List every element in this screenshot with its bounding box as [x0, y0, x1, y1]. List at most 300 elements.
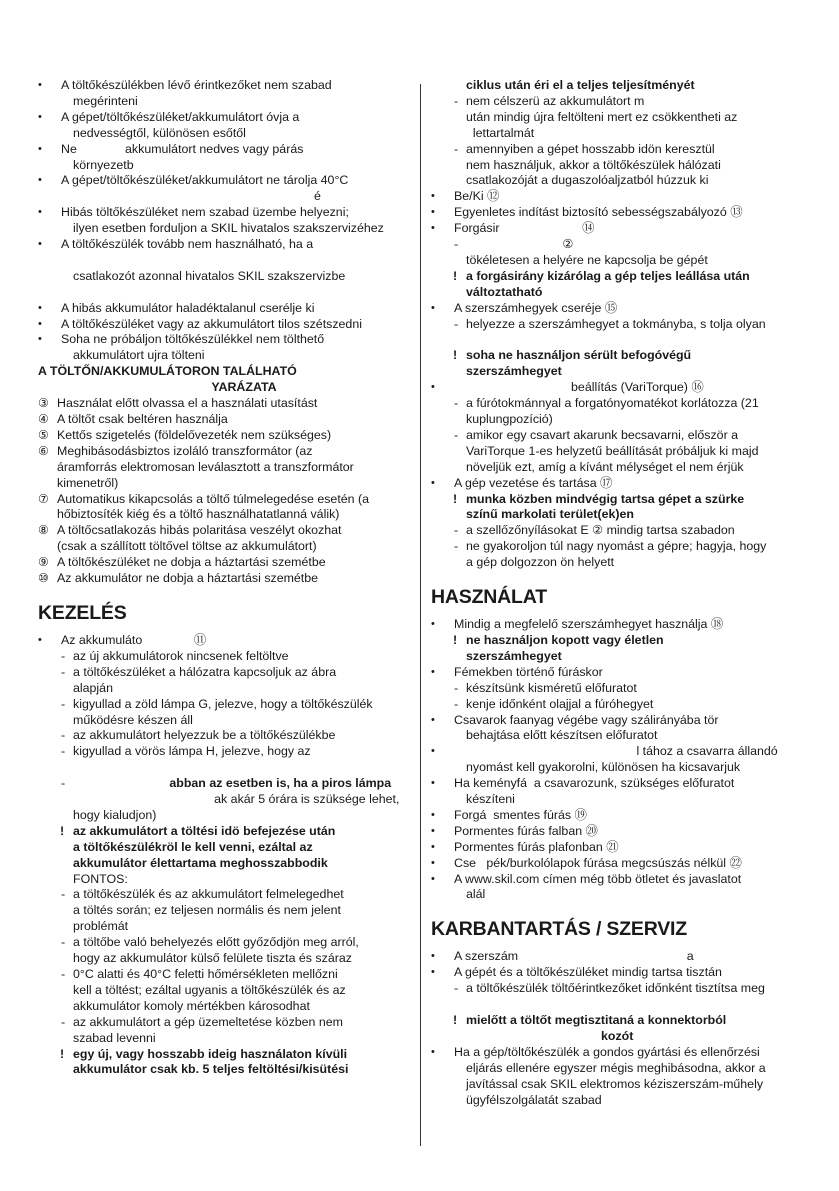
line-text: után mindig újra feltölteni mert ez csökkentheti az: [466, 109, 738, 124]
symbol-item: [38, 412, 410, 428]
list-marker: •: [431, 190, 435, 203]
text-line: [431, 649, 811, 665]
bullet-item: [431, 205, 811, 221]
text-line: [431, 158, 811, 174]
symbol-item: [38, 396, 410, 412]
bullet-item: [431, 665, 811, 681]
dash-item: [38, 887, 410, 903]
bullet-item: [431, 965, 811, 981]
line-text: A gépet/töltőkészüléket/akkumulátort ne tárolja 40°C: [61, 173, 349, 188]
symbol-number: ⑥: [38, 443, 49, 458]
line-text: beállítás (VariTorque) ⑯: [454, 380, 704, 395]
list-marker: -: [61, 1014, 66, 1029]
text-line: [38, 919, 410, 935]
warning-item: [431, 492, 811, 508]
line-text: VariTorque 1-es helyzetű beállítását próbáljuk ki majd: [466, 443, 759, 458]
text-line: [38, 792, 410, 808]
symbol-number: ⑤: [38, 427, 49, 442]
bullet-item: [38, 142, 410, 158]
line-text: Pormentes fúrás falban ⑳: [454, 823, 598, 838]
dash-item: [431, 142, 811, 158]
list-marker: -: [61, 776, 66, 791]
text-line: [431, 285, 811, 301]
line-text: soha ne használjon sérült befogóvégű: [466, 348, 692, 363]
list-marker: •: [38, 317, 42, 330]
text-line: [431, 728, 811, 744]
text-line: [431, 1077, 811, 1093]
list-marker: •: [38, 238, 42, 251]
line-text: javítással csak SKIL elektromos kéziszerszám-műhely: [466, 1076, 764, 1091]
symbol-item: [38, 492, 410, 508]
dash-item: [431, 681, 811, 697]
line-text: szerszámhegyet: [466, 648, 562, 663]
text-line: [38, 94, 410, 110]
list-marker: •: [431, 745, 435, 758]
line-text: amikor egy csavart akarunk becsavarni, először a: [466, 427, 739, 442]
line-text: Kettős szigetelés (földelővezeték nem szükséges): [57, 427, 332, 442]
line-text: abban az esetben is, ha a piros lámpa: [169, 776, 392, 791]
line-text: Automatikus kikapcsolás a töltő túlmelegedése esetén (a: [57, 491, 370, 506]
line-text: A hibás akkumulátor haladéktalanul cserélje ki: [61, 300, 315, 315]
text-line: [38, 189, 410, 205]
dash-item: [431, 428, 811, 444]
list-marker: •: [431, 966, 435, 979]
blank-line: [431, 997, 811, 1013]
text-line: [431, 253, 811, 269]
text-line: [38, 539, 410, 555]
line-text: ne használjon kopott vagy életlen: [466, 632, 664, 647]
text-line: [431, 507, 811, 523]
list-marker: -: [454, 981, 459, 996]
bullet-item: [431, 872, 811, 888]
text-line: [38, 1062, 410, 1078]
list-marker: •: [431, 856, 435, 869]
bullet-item: [431, 840, 811, 856]
text-line: [38, 476, 410, 492]
dash-item: [38, 1015, 410, 1031]
line-text: A gépét és a töltőkészüléket mindig tartsa tisztán: [454, 965, 722, 980]
warning-item: [38, 824, 410, 840]
line-text: lettartalmát: [466, 125, 535, 140]
line-text: A töltőkészüléket vagy az akkumulátort tilos szétszedni: [61, 316, 362, 331]
symbol-item: [38, 571, 410, 587]
bullet-item: [431, 189, 811, 205]
symbol-item: [38, 428, 410, 444]
line-text: problémát: [73, 919, 129, 934]
symbol-number: ⑦: [38, 491, 49, 506]
list-marker: •: [38, 79, 42, 91]
text-line: [38, 158, 410, 174]
text-line: [38, 348, 410, 364]
list-marker: •: [38, 333, 42, 346]
list-marker: -: [61, 664, 66, 679]
line-text: helyezze a szerszámhegyet a tokmányba, s tolja olyan: [466, 316, 766, 331]
line-text: ak akár 5 órára is szüksége lehet,: [73, 792, 400, 807]
list-marker: •: [431, 824, 435, 837]
line-text: A töltőcsatlakozás hibás polaritása veszélyt okozhat: [57, 523, 342, 538]
bullet-item: [38, 301, 410, 317]
line-text: A szerszámhegyek cseréje ⑮: [454, 300, 618, 315]
section-heading: [431, 903, 811, 949]
warning-item: [431, 348, 811, 364]
list-marker: •: [38, 633, 42, 646]
column-divider: [420, 84, 421, 1146]
line-text: A TÖLTŐN/AKKUMULÁTORON TALÁLHATÓ: [38, 364, 297, 379]
list-marker: !: [453, 268, 458, 283]
text-line: [431, 412, 811, 428]
list-marker: •: [431, 713, 435, 726]
list-marker: •: [431, 840, 435, 853]
line-text: Meghibásodásbiztos izoláló transzformátor (az: [57, 443, 313, 458]
line-text: Cse pék/burkolólapok fúrása megcsúszás nélkül ㉒: [454, 855, 742, 870]
text-line: [431, 364, 811, 380]
line-text: YARÁZATA: [211, 380, 277, 395]
text-line: [431, 110, 811, 126]
line-text: működésre készen áll: [73, 712, 193, 727]
line-text: Az akkumulátor ne dobja a háztartási szemétbe: [57, 571, 319, 586]
symbols-heading: [38, 364, 410, 380]
line-text: ilyen esetben forduljon a SKIL hivatalos szakszervizéhez: [73, 221, 384, 236]
bullet-item: [431, 617, 811, 633]
bullet-item: [431, 380, 811, 396]
line-text: é: [73, 189, 321, 204]
text-line: [38, 776, 410, 792]
text-line: [38, 126, 410, 142]
bullet-item: [431, 713, 811, 729]
symbols-heading: [38, 380, 410, 396]
line-text: csatlakozót azonnal hivatalos SKIL szakszervizbe: [73, 268, 346, 283]
line-text: A szerszám a: [454, 949, 694, 964]
line-text: hogy kialudjon): [73, 807, 157, 822]
list-marker: -: [454, 316, 459, 331]
bullet-item: [431, 221, 811, 237]
dash-item: [431, 697, 811, 713]
symbol-number: ④: [38, 412, 49, 426]
dash-item: [38, 744, 410, 760]
line-text: A gép vezetése és tartása ⑰: [454, 475, 613, 490]
line-text: l tához a csavarra állandó: [454, 744, 778, 759]
bullet-item: [431, 776, 811, 792]
line-text: HASZNÁLAT: [431, 586, 547, 609]
line-text: (csak a szállított töltővel töltse az akkumulátort): [57, 539, 317, 554]
line-text: KARBANTARTÁS / SZERVIZ: [431, 918, 687, 941]
symbol-item: [38, 555, 410, 571]
text-line: [38, 951, 410, 967]
line-text: Soha ne próbáljon töltőkészülékkel nem tölthető: [61, 332, 325, 347]
text-line: [431, 1093, 811, 1109]
line-text: Használat előtt olvassa el a használati utasítást: [57, 396, 318, 411]
line-text: alál: [466, 887, 486, 902]
line-text: akkumulátor csak kb. 5 teljes feltöltési/kisütési: [73, 1062, 349, 1077]
symbol-item: [38, 444, 410, 460]
list-marker: •: [431, 665, 435, 678]
line-text: a töltőkészülékröl le kell venni, ezáltal az: [73, 839, 313, 854]
line-text: Forgásir ⑭: [454, 221, 595, 236]
list-marker: •: [431, 872, 435, 885]
dash-item: [431, 237, 811, 253]
list-marker: -: [61, 648, 66, 663]
line-text: Hibás töltőkészüléket nem szabad üzembe helyezni;: [61, 205, 349, 220]
list-marker: •: [431, 381, 435, 394]
line-text: az akkumulátort helyezzuk be a töltőkészülékbe: [73, 728, 336, 743]
bullet-item: [431, 301, 811, 317]
dash-item: [38, 697, 410, 713]
bullet-item: [38, 110, 410, 126]
list-marker: -: [454, 539, 459, 554]
line-text: akkumulátort ujra tölteni: [73, 348, 205, 363]
bullet-item: [431, 476, 811, 492]
bullet-item: [431, 808, 811, 824]
line-text: változtatható: [466, 284, 543, 299]
dash-item: [38, 728, 410, 744]
line-text: a töltőkészülék töltőérintkezőket időnként tisztítsa meg: [466, 981, 765, 996]
line-text: készítsünk kisméretű előfuratot: [466, 680, 637, 695]
line-text: A töltőkészülék tovább nem használható, ha a: [61, 237, 314, 252]
line-text: munka közben mindvégig tartsa gépet a szürke: [466, 491, 745, 506]
text-line: [38, 856, 410, 872]
line-text: KEZELÉS: [38, 601, 127, 624]
blank-line: [38, 285, 410, 301]
text-line: [38, 840, 410, 856]
list-marker: -: [61, 728, 66, 743]
list-marker: !: [453, 491, 458, 506]
bullet-item: [38, 332, 410, 348]
line-text: kuplungpozíció): [466, 412, 553, 427]
list-marker: •: [431, 301, 435, 314]
list-marker: -: [61, 966, 66, 981]
list-marker: •: [431, 777, 435, 790]
line-text: alapján: [73, 680, 113, 695]
line-text: akkumulátor élettartama meghosszabbodik: [73, 855, 328, 870]
line-text: amennyiben a gépet hosszabb idön keresztül: [466, 141, 715, 156]
line-text: A töltőkészüléket ne dobja a háztartási szemétbe: [57, 555, 326, 570]
text-line: [38, 1031, 410, 1047]
line-text: megérinteni: [73, 93, 138, 108]
text-line: [431, 78, 811, 94]
list-marker: •: [38, 206, 42, 219]
text-line: [38, 999, 410, 1015]
list-marker: •: [38, 142, 42, 155]
list-marker: -: [454, 523, 459, 538]
symbol-number: ③: [38, 396, 49, 411]
line-text: színű markolati terület(ek)en: [466, 507, 635, 522]
line-text: Ha a gép/töltőkészülék a gondos gyártási és ellenőrzési: [454, 1044, 760, 1059]
dash-item: [38, 935, 410, 951]
text-line: [431, 126, 811, 142]
text-line: [431, 1029, 811, 1045]
line-text: nem célszerü az akkumulátort m: [466, 93, 645, 108]
symbol-number: ⑩: [38, 571, 49, 586]
list-marker: !: [60, 823, 65, 838]
text-line: [431, 887, 811, 903]
symbol-number: ⑧: [38, 523, 49, 538]
line-text: A www.skil.com címen még több ötletet és javaslatot: [454, 871, 742, 886]
list-marker: •: [431, 950, 435, 963]
line-text: a gép dolgozzon ön helyett: [466, 555, 615, 570]
dash-item: [431, 317, 811, 333]
list-marker: -: [454, 696, 459, 711]
line-text: a töltőkészüléket a hálózatra kapcsoljuk az ábra: [73, 664, 337, 679]
text-line: [38, 808, 410, 824]
line-text: nyomást kell gyakorolni, különösen ha kicsavarjuk: [466, 760, 741, 775]
list-marker: !: [453, 348, 458, 363]
bullet-item: [38, 317, 410, 333]
line-text: A gépet/töltőkészüléket/akkumulátort óvja a: [61, 109, 300, 124]
line-text: behajtása előtt készítsen előfuratot: [466, 728, 658, 743]
line-text: Forgá smentes fúrás ⑲: [454, 807, 587, 822]
line-text: a töltőkészülék és az akkumulátort felmelegedhet: [73, 887, 344, 902]
dash-item: [38, 967, 410, 983]
line-text: ügyfélszolgálatát szabad: [466, 1092, 602, 1107]
line-text: Ha keményfá a csavarozunk, szükséges előfuratot: [454, 776, 735, 791]
text-line: [38, 713, 410, 729]
dash-item: [431, 981, 811, 997]
bullet-item: [38, 237, 410, 253]
symbol-number: ⑨: [38, 555, 49, 570]
line-text: szabad levenni: [73, 1030, 156, 1045]
line-text: nem használjuk, akkor a töltőkészülek hálózati: [466, 157, 721, 172]
line-text: Ne akkumulátort nedves vagy párás: [61, 141, 304, 156]
text-line: [38, 269, 410, 285]
line-text: a fúrótokmánnyal a forgatónyomatékot korlátozza (21: [466, 396, 759, 411]
warning-item: [431, 269, 811, 285]
line-text: az akkumulátort a gép üzemeltetése közben nem: [73, 1014, 343, 1029]
line-text: Pormentes fúrás plafonban ㉑: [454, 839, 619, 854]
line-text: eljárás ellenére egyszer mégis meghibásodna, akkor a: [466, 1060, 766, 1075]
text-line: [38, 507, 410, 523]
list-marker: -: [454, 427, 459, 442]
line-text: kell a töltést; ezáltal ugyanis a töltőkészülék és az: [73, 982, 346, 997]
line-text: A töltőt csak beltéren használja: [57, 412, 228, 426]
list-marker: -: [454, 396, 459, 411]
text-line: [38, 983, 410, 999]
bullet-item: [38, 633, 410, 649]
list-marker: -: [61, 887, 66, 902]
line-text: nedvességtől, különösen esőtől: [73, 125, 246, 140]
line-text: Fémekben történő fúráskor: [454, 664, 603, 679]
list-marker: •: [431, 1045, 435, 1058]
line-text: hogy az akkumulátor külső felülete tiszta és száraz: [73, 951, 352, 966]
list-marker: -: [61, 935, 66, 950]
list-marker: -: [61, 744, 66, 759]
line-text: Az akkumuláto ⑪: [61, 632, 207, 647]
text-line: [431, 555, 811, 571]
line-text: akkumulátor komoly mértékben károsodhat: [73, 998, 310, 1013]
bullet-item: [38, 205, 410, 221]
text-line: [431, 444, 811, 460]
dash-item: [38, 649, 410, 665]
text-line: [38, 460, 410, 476]
line-text: mielőtt a töltőt megtisztitaná a konnektorból: [466, 1013, 727, 1027]
list-marker: •: [431, 618, 435, 631]
line-text: A töltőkészülékben lévő érintkezőket nem szabad: [61, 78, 332, 92]
warning-item: [38, 1047, 410, 1063]
line-text: kenje időnként olajjal a fúróhegyet: [466, 696, 654, 711]
text-line: [38, 221, 410, 237]
list-marker: •: [38, 110, 42, 123]
line-text: kozót: [601, 1028, 634, 1043]
bullet-item: [431, 824, 811, 840]
text-line: [38, 903, 410, 919]
list-marker: -: [454, 680, 459, 695]
line-text: Csavarok faanyag végébe vagy szálirányába tör: [454, 712, 719, 727]
list-marker: •: [431, 476, 435, 489]
blank-line: [431, 333, 811, 349]
line-text: ②: [466, 237, 574, 252]
line-text: csatlakozóját a dugaszolóaljzatból húzzuk ki: [466, 173, 709, 188]
line-text: Mindig a megfelelő szerszámhegyet használja ⑱: [454, 617, 724, 632]
line-text: Egyenletes indítást biztosító sebességszabályozó ⑬: [454, 205, 743, 220]
dash-item: [431, 539, 811, 555]
line-text: egy új, vagy hosszabb ideig használaton kívüli: [73, 1046, 348, 1061]
section-heading: [38, 587, 410, 633]
dash-item: [431, 94, 811, 110]
list-marker: •: [431, 808, 435, 821]
line-text: az akkumulátort a töltési idö befejezése után: [73, 823, 336, 838]
warning-item: [431, 633, 811, 649]
line-text: hőbiztosíték kiég és a töltő használhatatlanná válik): [57, 507, 340, 522]
symbol-item: [38, 523, 410, 539]
list-marker: •: [431, 206, 435, 219]
bullet-item: [431, 744, 811, 760]
line-text: a szellőzőnyílásokat E ② mindig tartsa szabadon: [466, 523, 735, 538]
text-line: [38, 872, 410, 888]
line-text: növeljük ezt, amíg a kívánt mélységet el nem érjük: [466, 459, 744, 474]
line-text: kimenetről): [57, 475, 119, 490]
list-marker: -: [454, 93, 459, 108]
line-text: a töltőbe való behelyezés előtt győződjön meg arról,: [73, 935, 359, 950]
list-marker: !: [453, 632, 458, 647]
line-text: készíteni: [466, 792, 515, 807]
list-marker: •: [38, 301, 42, 314]
left-column: [38, 78, 410, 1078]
line-text: a töltés során; ez teljesen normális és nem jelent: [73, 903, 341, 918]
bullet-item: [431, 949, 811, 965]
line-text: kigyullad a zöld lámpa G, jelezve, hogy a töltőkészülék: [73, 696, 373, 711]
line-text: 0°C alatti és 40°C feletti hőmérsékleten mellőzni: [73, 966, 338, 981]
text-line: [431, 173, 811, 189]
bullet-item: [431, 856, 811, 872]
line-text: szerszámhegyet: [466, 364, 562, 379]
line-text: a forgásirány kizárólag a gép teljes leállása után: [466, 268, 750, 283]
dash-item: [38, 665, 410, 681]
list-marker: -: [454, 141, 459, 156]
line-text: FONTOS:: [73, 871, 128, 886]
bullet-item: [38, 78, 410, 94]
text-line: [431, 792, 811, 808]
line-text: ciklus után éri el a teljes teljesítményét: [466, 78, 695, 92]
blank-line: [38, 253, 410, 269]
line-text: ne gyakoroljon túl nagy nyomást a gépre; hagyja, hogy: [466, 539, 767, 554]
list-marker: !: [453, 1013, 458, 1027]
text-line: [38, 681, 410, 697]
text-line: [431, 460, 811, 476]
warning-item: [431, 1013, 811, 1029]
line-text: környezetb: [73, 157, 134, 172]
dash-item: [431, 396, 811, 412]
list-marker: -: [454, 237, 459, 252]
line-text: áramforrás elektromosan leválasztott a transzformátor: [57, 459, 354, 474]
line-text: Be/Ki ⑫: [454, 189, 500, 204]
line-text: tökéletesen a helyére ne kapcsolja be gépét: [466, 252, 708, 267]
text-line: [431, 760, 811, 776]
list-marker: !: [60, 1046, 65, 1061]
list-marker: -: [61, 696, 66, 711]
bullet-item: [431, 1045, 811, 1061]
dash-item: [431, 523, 811, 539]
line-text: az új akkumulátorok nincsenek feltöltve: [73, 648, 289, 663]
blank-line: [38, 760, 410, 776]
